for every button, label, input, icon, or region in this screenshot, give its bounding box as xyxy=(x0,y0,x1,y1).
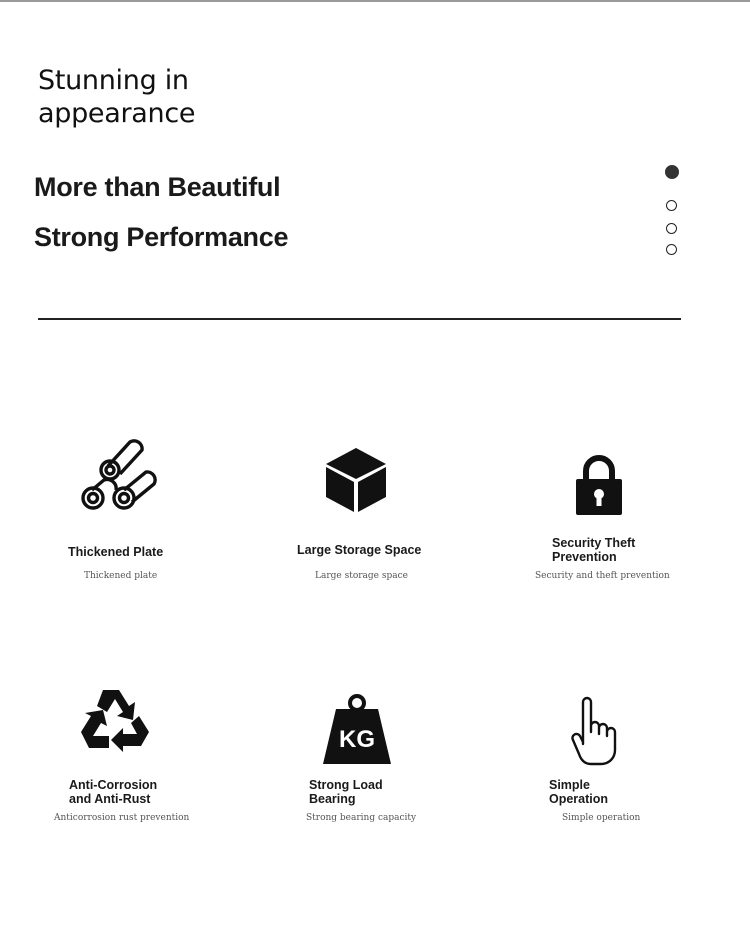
feature-subtitle: Thickened plate xyxy=(84,571,158,581)
lock-icon xyxy=(575,454,623,516)
section-heading: Stunning in appearance xyxy=(38,65,196,129)
tagline-performance: Strong Performance xyxy=(34,222,289,252)
feature-title: Large Storage Space xyxy=(297,543,422,557)
recycle-icon xyxy=(79,686,151,754)
feature-subtitle: Large storage space xyxy=(315,571,408,581)
feature-title: Anti-Corrosion and Anti-Rust xyxy=(69,778,158,806)
feature-subtitle: Simple operation xyxy=(562,813,641,823)
pagination-dot-4[interactable] xyxy=(666,244,677,255)
section-divider xyxy=(38,318,681,320)
feature-title: Simple Operation xyxy=(549,778,609,806)
pagination-dot-1[interactable] xyxy=(665,165,679,179)
kg-label: KG xyxy=(339,726,375,753)
pagination-dot-2[interactable] xyxy=(666,200,677,211)
hand-pointer-icon xyxy=(569,696,621,768)
feature-title: Strong Load Bearing xyxy=(309,778,383,806)
feature-title: Security Theft Prevention xyxy=(552,536,636,564)
pagination-dot-3[interactable] xyxy=(666,223,677,234)
pipes-icon xyxy=(76,436,158,516)
cube-icon xyxy=(324,446,388,514)
pagination-dots xyxy=(666,0,680,260)
top-border xyxy=(0,0,750,2)
feature-subtitle: Anticorrosion rust prevention xyxy=(54,813,190,823)
feature-subtitle: Security and theft prevention xyxy=(535,571,670,581)
feature-subtitle: Strong bearing capacity xyxy=(306,813,417,823)
feature-title: Thickened Plate xyxy=(68,545,164,559)
tagline-beautiful: More than Beautiful xyxy=(34,172,281,202)
kg-weight-icon xyxy=(322,693,392,765)
